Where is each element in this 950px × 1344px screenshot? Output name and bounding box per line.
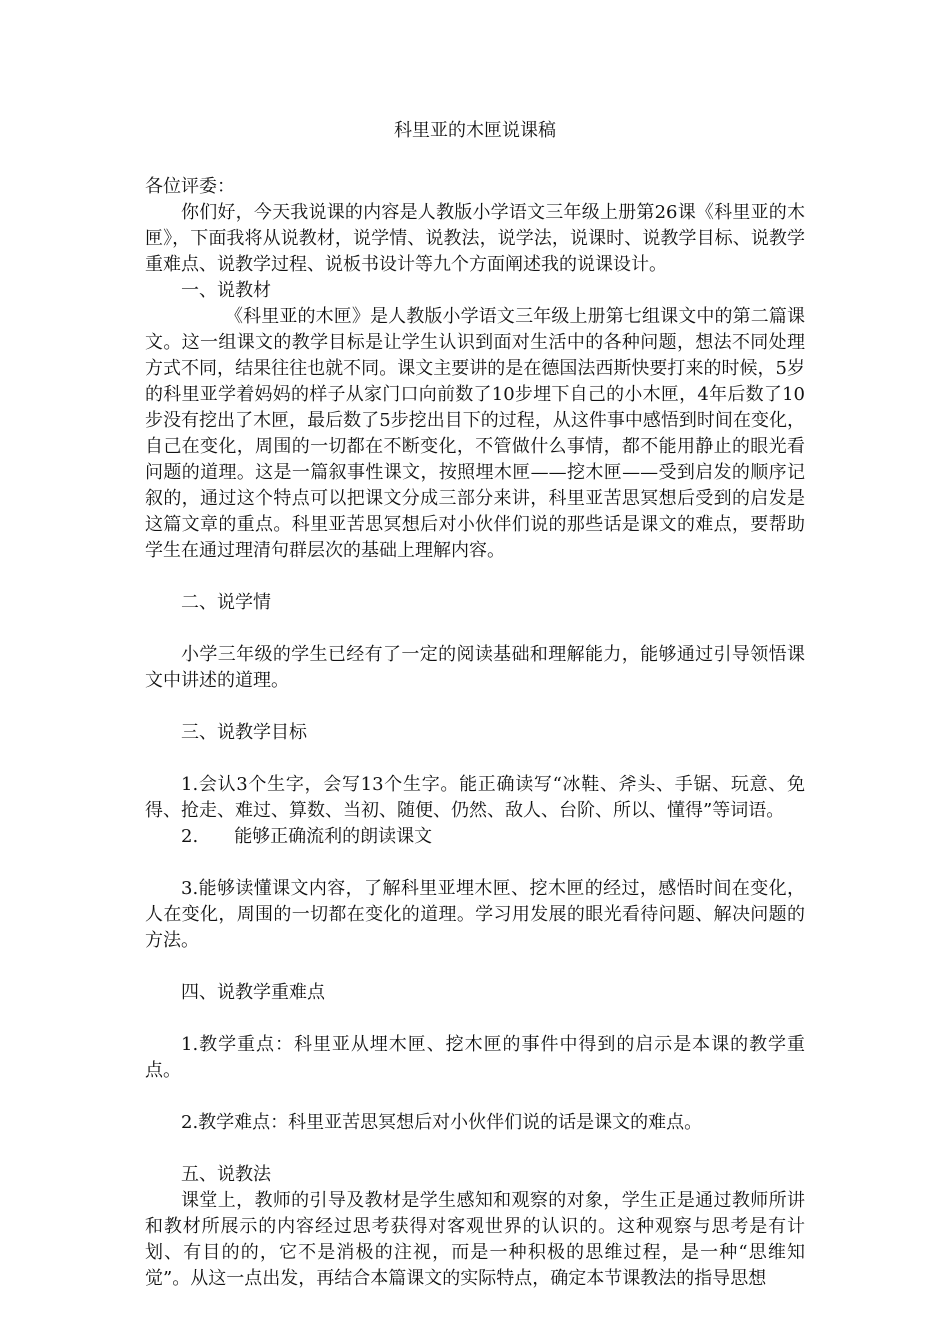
goal-1: 1.会认3个生字，会写13个生字。能正确读写“冰鞋、斧头、手锯、玩意、免得、抢走、难过、算数、当初、随便、仍然、敌人、台阶、所以、懂得”等词语。 [145,774,805,821]
goal-2 [145,824,805,850]
section-2-heading: 二、说学情 [181,592,271,613]
difficult-point: 2.教学难点：科里亚苦思冥想后对小伙伴们说的话是课文的难点。 [181,1112,703,1133]
document-page [145,118,805,1292]
section-5-heading: 五、说教法 [181,1164,271,1185]
section-1-body: 《科里亚的木匣》是人教版小学语文三年级上册第七组课文中的第二篇课文。这一组课文的教学目标是让学生认识到面对生活中的各种问题，想法不同处理方式不同，结果往往也就不同。课文主要讲的是在德国法西斯快要打来的时候，5岁的科里亚学着妈妈的样子从家门口向前数了10步埋下自己的小木匣，4年后数了10步没有挖出了木匣，最后数了5步挖出目下的过程，从这件事中感悟到时间在变化，自己在变化，周围的一切都在不断变化，不管做什么事情，都不能用静止的眼光看问题的道理。这是一篇叙事性课文，按照埋木匣——挖木匣——受到启发的顺序记叙的，通过这个特点可以把课文分成三部分来讲，科里亚苦思冥想后受到的启发是这篇文章的重点。科里亚苦思冥想后对小伙伴们说的那些话是课文的难点，要帮助学生在通过理清句群层次的基础上理解内容。 [145,306,805,561]
section-1-heading: 一、说教材 [181,280,271,301]
goal-3: 3.能够读懂课文内容，了解科里亚埋木匣、挖木匣的经过，感悟时间在变化，人在变化，周围的一切都在变化的道理。学习用发展的眼光看待问题、解决问题的方法。 [145,878,805,951]
document-title: 科里亚的木匣说课稿 [394,120,556,141]
section-5-body: 课堂上，教师的引导及教材是学生感知和观察的对象，学生正是通过教师所讲和教材所展示的内容经过思考获得对客观世界的认识的。这种观察与思考是有计划、有目的的，它不是消极的注视，而是一种积极的思维过程，是一种“思维知觉”。从这一点出发，再结合本篇课文的实际特点，确定本节课教法的指导思想 [145,1190,805,1289]
section-2-body: 小学三年级的学生已经有了一定的阅读基础和理解能力，能够通过引导领悟课文中讲述的道理。 [145,644,805,691]
greeting: 各位评委： [145,176,235,197]
section-4-heading: 四、说教学重难点 [181,982,325,1003]
goal-2-text: 能够正确流利的朗读课文 [234,826,433,847]
key-point: 1.教学重点：科里亚从埋木匣、挖木匣的事件中得到的启示是本课的教学重点。 [145,1034,805,1081]
goal-2-number: 2. [181,826,199,847]
section-3-heading: 三、说教学目标 [181,722,307,743]
intro-paragraph: 你们好，今天我说课的内容是人教版小学语文三年级上册第26课《科里亚的木匣》，下面我将从说教材，说学情、说教法，说学法，说课时、说教学目标、说教学重难点、说教学过程、说板书设计等九个方面阐述我的说课设计。 [145,202,805,275]
